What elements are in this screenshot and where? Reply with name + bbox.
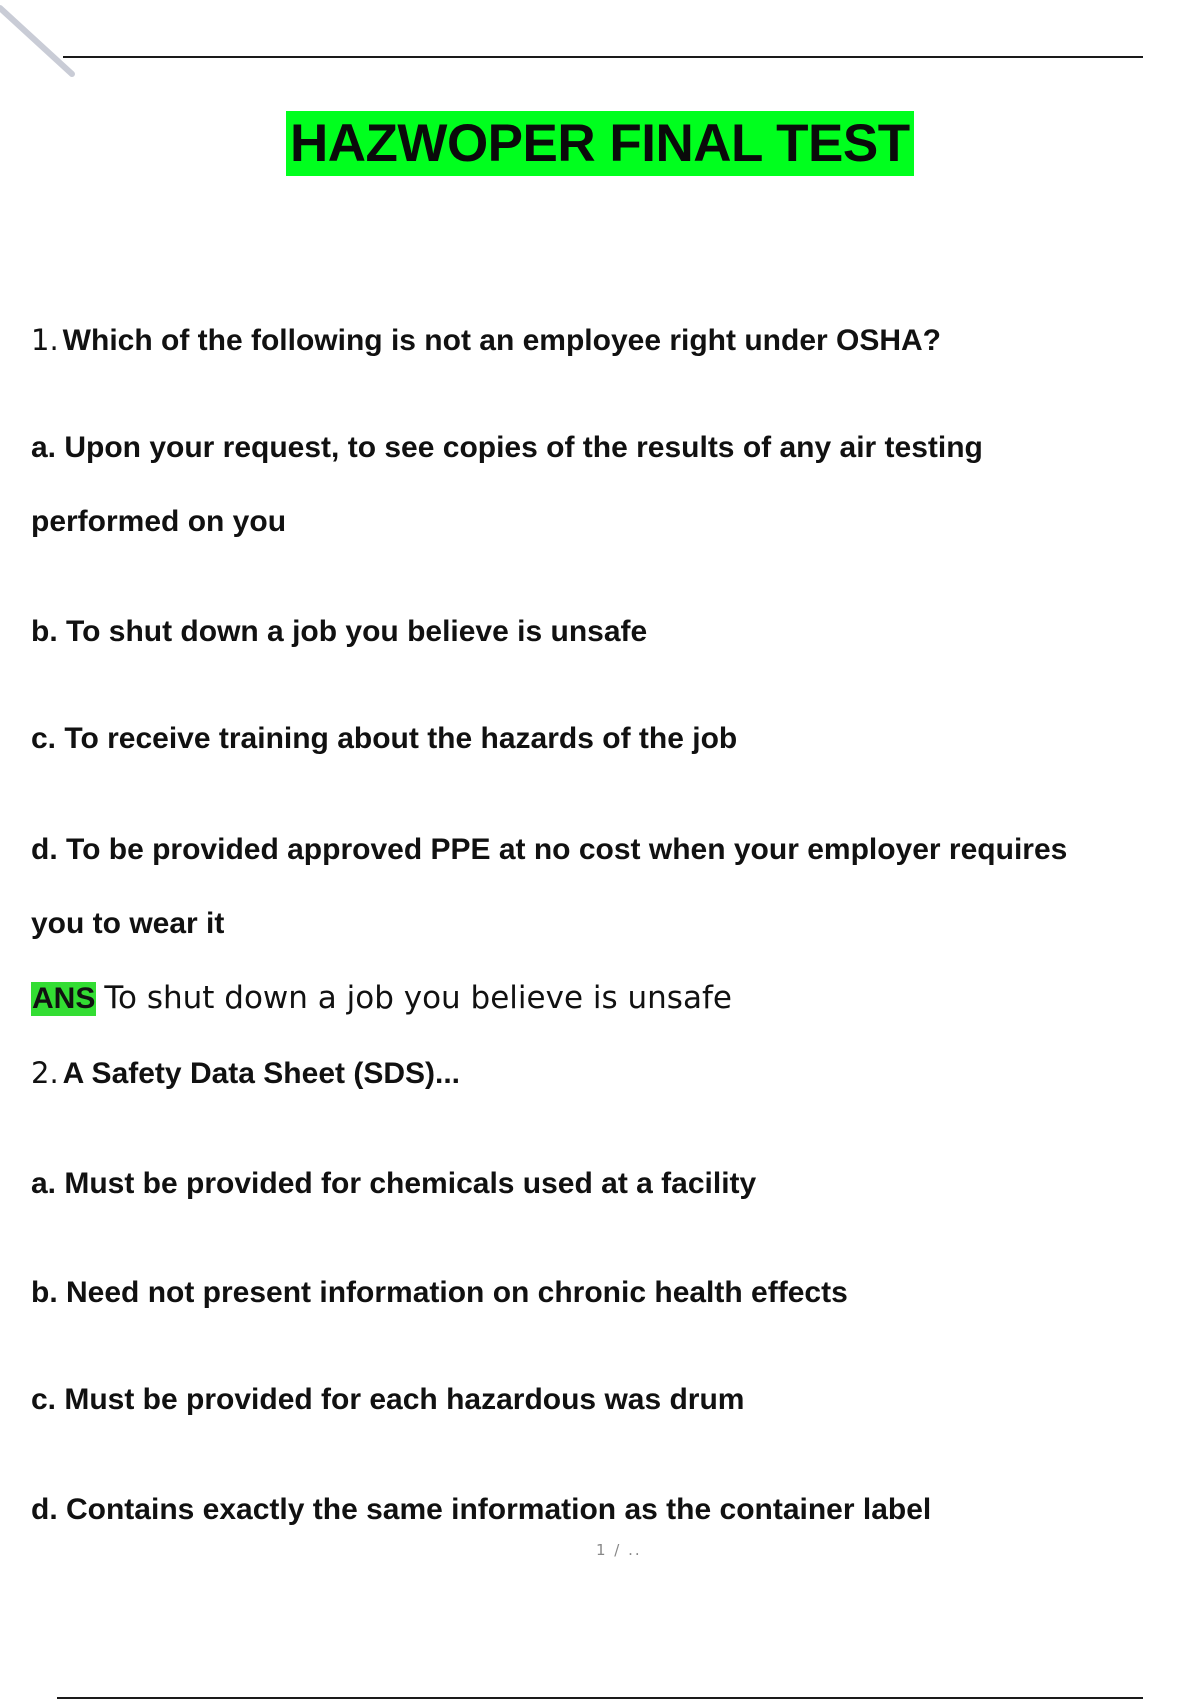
question-number: 2.: [31, 1056, 59, 1090]
question-text: A Safety Data Sheet (SDS)...: [62, 1057, 460, 1090]
question-1: [31, 322, 941, 359]
question-number: 1.: [31, 323, 59, 357]
bottom-rule: [57, 1697, 1143, 1699]
option-1b: b. To shut down a job you believe is unsafe: [31, 615, 648, 648]
answer-text: To shut down a job you believe is unsafe: [104, 980, 732, 1016]
option-2d: d. Contains exactly the same information as the container label: [31, 1493, 932, 1526]
answer-label: ANS: [32, 982, 96, 1015]
question-text: Which of the following is not an employee right under OSHA?: [62, 324, 942, 357]
option-1c: c. To receive training about the hazards of the job: [31, 722, 738, 755]
option-1a-line1: a. Upon your request, to see copies of the results of any air testing: [31, 431, 983, 464]
question-2: [31, 1055, 460, 1092]
top-rule: [63, 56, 1143, 58]
option-1d-line2: you to wear it: [31, 907, 225, 940]
option-1a-line2: performed on you: [31, 505, 287, 538]
option-2c: c. Must be provided for each hazardous was drum: [31, 1383, 745, 1416]
option-2b: b. Need not present information on chronic health effects: [31, 1276, 848, 1309]
document-title: HAZWOPER FINAL TEST: [286, 111, 914, 176]
page-number: 1 / ..: [596, 1541, 642, 1559]
option-2a: a. Must be provided for chemicals used at a facility: [31, 1167, 757, 1200]
corner-mark: [0, 0, 90, 90]
answer-1: [31, 980, 732, 1017]
option-1d-line1: d. To be provided approved PPE at no cost when your employer requires: [31, 833, 1068, 866]
